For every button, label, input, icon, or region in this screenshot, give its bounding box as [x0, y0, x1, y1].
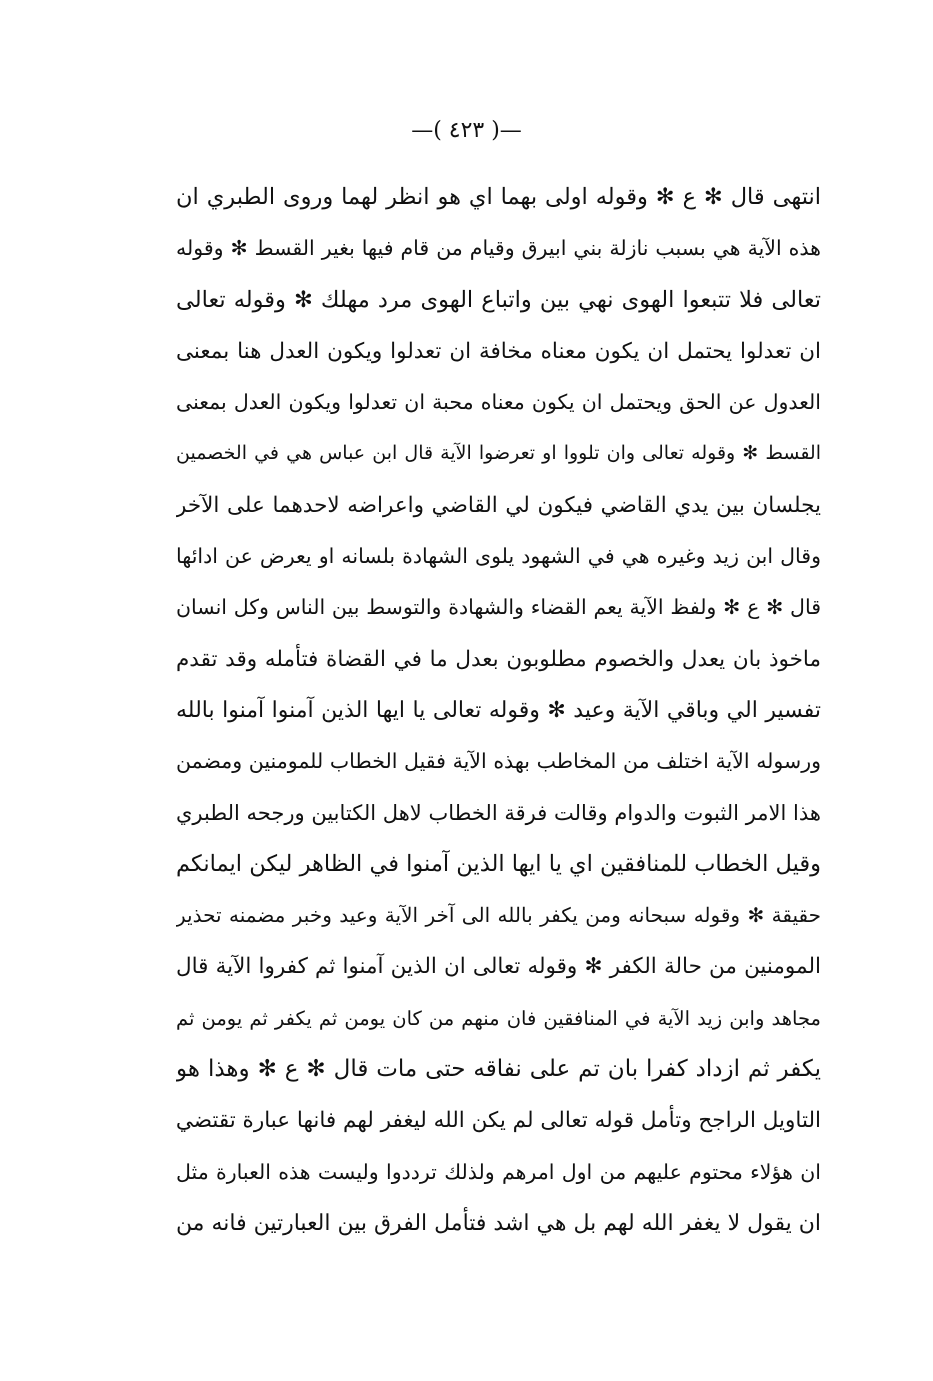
text-line: تعالى فلا تتبعوا الهوى نهي بين واتباع الهوى مرد مهلك ✻ وقوله تعالى: [176, 286, 821, 313]
text-line: هذا الامر الثبوت والدوام وقالت فرقة الخطاب لاهل الكتابين ورجحه الطبري: [176, 800, 821, 825]
text-line: المومنين من حالة الكفر ✻ وقوله تعالى ان الذين آمنوا ثم كفروا الآية قال: [176, 954, 821, 980]
text-line: القسط ✻ وقوله تعالى وان تلووا او تعرضوا الآية قال ابن عباس هي في الخصمين: [176, 442, 821, 465]
text-line: ان تعدلوا يحتمل ان يكون معناه مخافة ان تعدلوا ويكون العدل هنا بمعنى: [176, 338, 821, 364]
text-line: وقيل الخطاب للمنافقين اي يا ايها الذين آمنوا في الظاهر ليكن ايمانكم: [176, 850, 821, 877]
text-line: تفسير الي وباقي الآية وعيد ✻ وقوله تعالى يا ايها الذين آمنوا آمنوا بالله: [176, 697, 821, 723]
text-line: يجلسان بين يدي القاضي فيكون لي القاضي واعراضه لاحدهما على الآخر: [176, 492, 821, 518]
text-line: هذه الآية هي بسبب نازلة بني ابيرق وقيام من قام فيها بغير القسط ✻ وقوله: [176, 236, 821, 261]
text-line: التاويل الراجح وتأمل قوله تعالى لم يكن الله ليغفر لهم فانها عبارة تقتضي: [176, 1108, 821, 1134]
text-line: مجاهد وابن زيد الآية في المنافقين فان منهم من كان يومن ثم يكفر ثم يومن ثم: [176, 1006, 821, 1030]
text-line: ورسوله الآية اختلف من المخاطب بهذه الآية فقيل الخطاب للمومنين ومضمن: [176, 749, 821, 774]
text-line: حقيقة ✻ وقوله سبحانه ومن يكفر بالله الى آخر الآية وعيد وخبر مضمنه تحذير: [176, 903, 821, 928]
text-line: قال ✻ ع ✻ ولفظ الآية يعم القضاء والشهادة والتوسط بين الناس وكل انسان: [176, 595, 821, 620]
text-line: ان يقول لا يغفر الله لهم بل هي اشد فتأمل الفرق بين العبارتين فانه من: [176, 1210, 821, 1236]
text-line: العدول عن الحق ويحتمل ان يكون معناه محبة ان تعدلوا ويكون العدل بمعنى: [176, 390, 821, 415]
text-line: ان هؤلاء محتوم عليهم من اول امرهم ولذلك ترددوا وليست هذه العبارة مثل: [176, 1159, 821, 1184]
text-line: وقال ابن زيد وغيره هي في الشهود يلوى الشهادة بلسانه او يعرض عن ادائها: [176, 544, 821, 569]
text-line: ماخوذ بان يعدل والخصوم مطلوبون بعدل ما في القضاة فتأمله وقد تقدم: [176, 646, 821, 672]
page-number: —( ٤٢٣ )—: [411, 118, 522, 143]
text-line: انتهى قال ✻ ع ✻ وقوله اولى بهما اي هو انظر لهما وروى الطبري ان: [176, 184, 821, 210]
body-text: [176, 172, 821, 1249]
text-line: يكفر ثم ازداد كفرا بان تم على نفاقه حتى مات قال ✻ ع ✻ وهذا هو: [176, 1056, 821, 1083]
